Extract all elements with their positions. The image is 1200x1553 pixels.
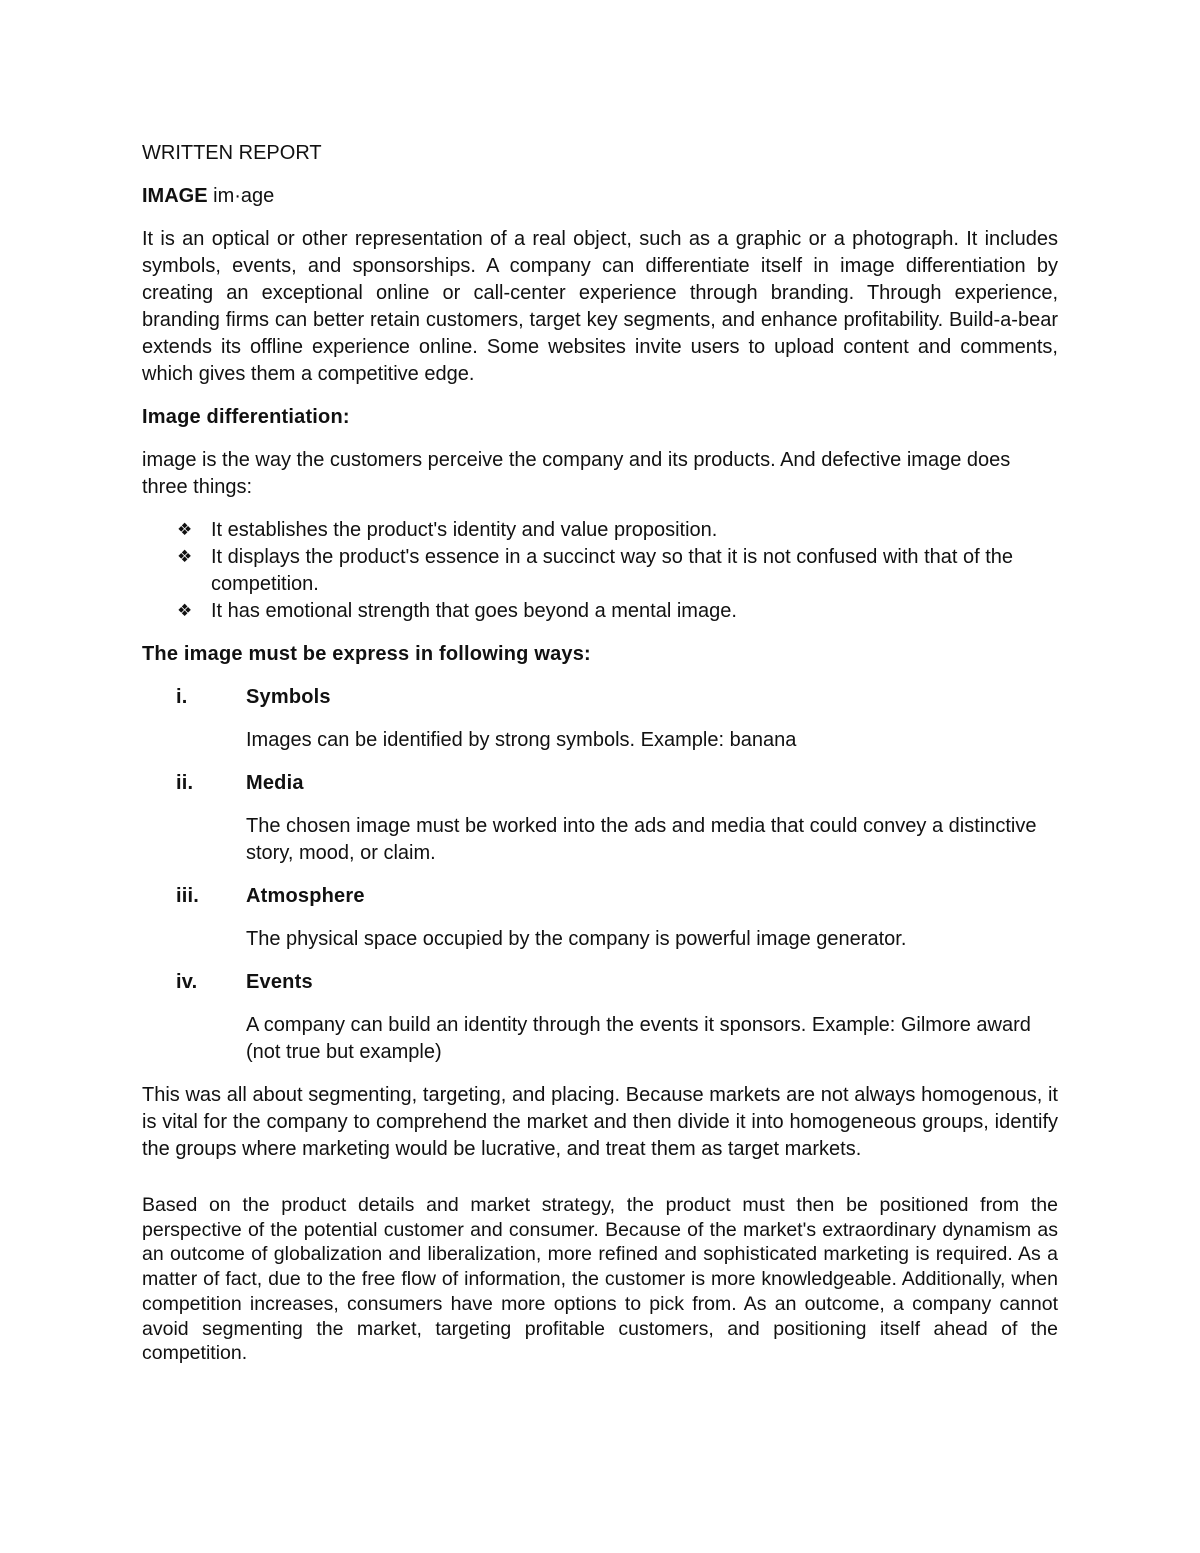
bullet-text: It displays the product's essence in a succinct way so that it is not confused with that of the competition. [211, 546, 1014, 595]
bullet-item [142, 544, 1058, 598]
ways-item-title: Symbols [246, 686, 331, 708]
ways-item-heading [142, 684, 1058, 711]
differentiation-heading: Image differentiation: [142, 406, 350, 428]
ways-item-text: A company can build an identity through the events it sponsors. Example: Gilmore award (not true but example) [246, 1014, 1031, 1063]
ways-item-heading [142, 770, 1058, 797]
differentiation-text: image is the way the customers perceive the company and its products. And defective image does three things: [142, 449, 1011, 498]
differentiation-bullet-list [142, 517, 1058, 625]
term-definition-line [142, 183, 1058, 210]
bullet-item [142, 598, 1058, 625]
diamond-bullet-icon: ❖ [177, 547, 193, 567]
ways-item-number: i. [176, 686, 188, 708]
ways-item-title: Media [246, 772, 304, 794]
term-word: IMAGE [142, 185, 208, 207]
ways-item-number: iii. [176, 885, 200, 907]
bullet-text: It has emotional strength that goes beyond a mental image. [211, 600, 737, 622]
ways-item [142, 770, 1058, 867]
term-pronunciation: im·age [213, 185, 275, 207]
bullet-item [142, 517, 1058, 544]
ways-item [142, 684, 1058, 754]
ways-item-text: Images can be identified by strong symbols. Example: banana [246, 729, 797, 751]
ways-list [142, 684, 1058, 1066]
ways-item-number: iv. [176, 971, 198, 993]
ways-item-heading [142, 969, 1058, 996]
intro-paragraph: It is an optical or other representation of a real object, such as a graphic or a photograph. It includes symbols, events, and sponsorships. A company can differentiate itself in image differentiation by creating an exceptional online or call-center experience through branding. Through experience, branding firms can better retain customers, target key segments, and enhance profitability. Build-a-bear extends its offline experience online. Some websites invite users to upload content and comments, which gives them a competitive edge. [142, 228, 1058, 385]
document-body [142, 140, 1058, 1366]
ways-item-title: Events [246, 971, 313, 993]
ways-item-text: The chosen image must be worked into the ads and media that could convey a distinctive story, mood, or claim. [246, 815, 1037, 864]
final-paragraph: Based on the product details and market strategy, the product must then be positioned from the perspective of the potential customer and consumer. Because of the market's extraordinary dynamism as an outcome of globalization and liberalization, more refined and sophisticated marketing is required. As a matter of fact, due to the free flow of information, the customer is more knowledgeable. Additionally, when competition increases, consumers have more options to pick from. As an outcome, a company cannot avoid segmenting the market, targeting profitable customers, and positioning itself ahead of the competition. [142, 1194, 1058, 1365]
diamond-bullet-icon: ❖ [177, 520, 193, 540]
ways-item [142, 883, 1058, 953]
ways-heading: The image must be express in following ways: [142, 643, 591, 665]
diamond-bullet-icon: ❖ [177, 601, 193, 621]
ways-item-number: ii. [176, 772, 194, 794]
ways-item-heading [142, 883, 1058, 910]
ways-item-text: The physical space occupied by the company is powerful image generator. [246, 928, 907, 950]
bullet-text: It establishes the product's identity and value proposition. [211, 519, 718, 541]
ways-item [142, 969, 1058, 1066]
ways-item-title: Atmosphere [246, 885, 365, 907]
document-title: WRITTEN REPORT [142, 142, 322, 164]
closing-paragraph: This was all about segmenting, targeting, and placing. Because markets are not always homogenous, it is vital for the company to comprehend the market and then divide it into homogeneous groups, identify the groups where marketing would be lucrative, and treat them as target markets. [142, 1084, 1058, 1160]
